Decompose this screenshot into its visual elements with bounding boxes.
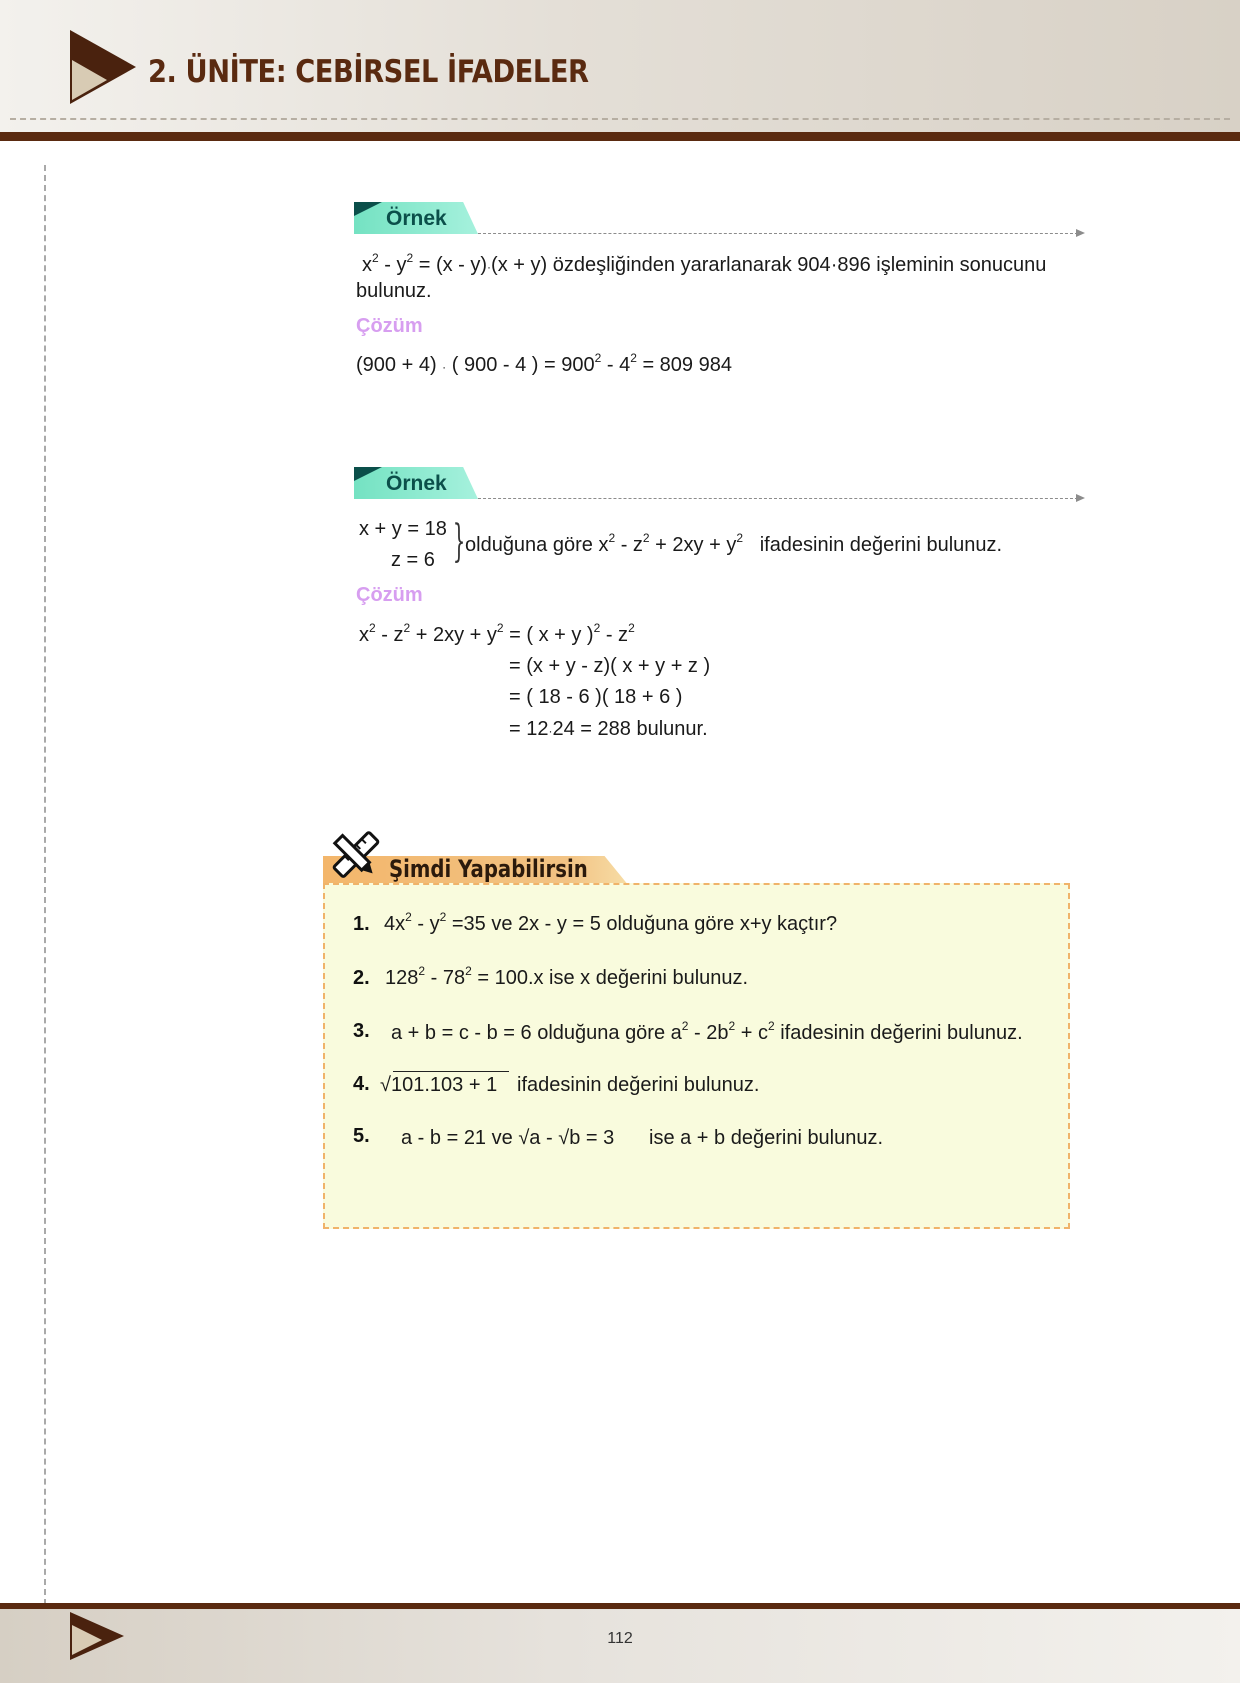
play-arrow-inner-icon [72,60,107,100]
ruler-pencil-icon [328,828,384,884]
play-arrow-inner-icon [72,1625,102,1655]
practice-title: Şimdi Yapabilirsin [389,855,588,883]
page-number: 112 [607,1630,633,1647]
example-tag-label: Örnek [386,472,447,495]
example-1-question-line2: bulunuz. [356,280,432,302]
example-2-solution-line-3: = ( 18 - 6 )( 18 + 6 ) [509,686,683,708]
sqrt-icon: √ [380,1074,391,1096]
example-1-tag [354,202,1094,236]
margin-divider [44,165,46,1605]
question-4-radical: √101.103 + 1 [380,1074,498,1096]
question-1-number: 1. [353,913,370,935]
example-1-solution-label: Çözüm [356,315,423,337]
question-3-number: 3. [353,1020,370,1042]
question-5-number: 5. [353,1125,370,1147]
header-divider [10,118,1230,120]
question-4-text: ifadesinin değerini bulunuz. [517,1074,760,1096]
question-3-text: a + b = c - b = 6 olduğuna göre $a^2 - 2b^2 + c^2$ ifadesinin değerini bulunuz. [391,1019,1023,1044]
header-bar [0,132,1240,141]
question-2-text: $128^2 - 78^2 = 100.x$ ise x değerini bulunuz. [385,964,749,989]
arrow-right-icon [1076,229,1085,237]
unit-title: 2. ÜNİTE: CEBİRSEL İFADELER [148,54,589,90]
example-1-solution: (900 + 4) · ( 900 - 4 ) = $900^2 - 4^2 = 809$ 984 [356,351,732,376]
question-5-tail: ise a + b değerini bulunuz. [649,1127,884,1149]
example-2-solution-line-4: = 12·24 = 288 bulunur. [509,718,708,740]
question-2-number: 2. [353,967,370,989]
example-2-condition-2: z = 6 [391,549,435,571]
example-tag-line [478,498,1078,499]
example-1-question: $x^2 - y^2 = (x - y)\cdot(x + y)$ özdeşliğinden yararlanarak 904·896 işleminin sonucunu [362,251,1047,276]
arrow-right-icon [1076,494,1085,502]
curly-brace: } [452,516,466,567]
example-2-solution-label: Çözüm [356,584,423,606]
example-2-solution-line-2: = (x + y - z)( x + y + z ) [509,655,711,677]
example-2-question: olduğuna göre $x^2 - z^2 + 2xy + y^2$ ifadesinin değerini bulunuz. [465,531,1003,556]
question-1-text: $4x^2 - y^2 =35$ ve 2x - y = 5 olduğuna göre x+y kaçtır? [384,910,838,935]
flag-icon [354,467,382,481]
footer-bar [0,1603,1240,1609]
example-2-solution-line-1: $x^2 - z^2 + 2xy + y^2$ = ( x + y )$^2 - z^2$ [359,621,635,646]
sqrt-vinculum [393,1071,509,1072]
example-2-condition-1: x + y = 18 [359,518,447,540]
flag-icon [354,202,382,216]
example-tag-line [478,233,1078,234]
example-2-tag [354,467,1094,501]
question-5-text: a - b = 21 ve √a - √b = 3 [401,1127,615,1149]
sqrt-icon: √ [558,1127,570,1149]
question-4-number: 4. [353,1073,370,1095]
sqrt-icon: √ [518,1127,530,1149]
example-tag-label: Örnek [386,207,447,230]
